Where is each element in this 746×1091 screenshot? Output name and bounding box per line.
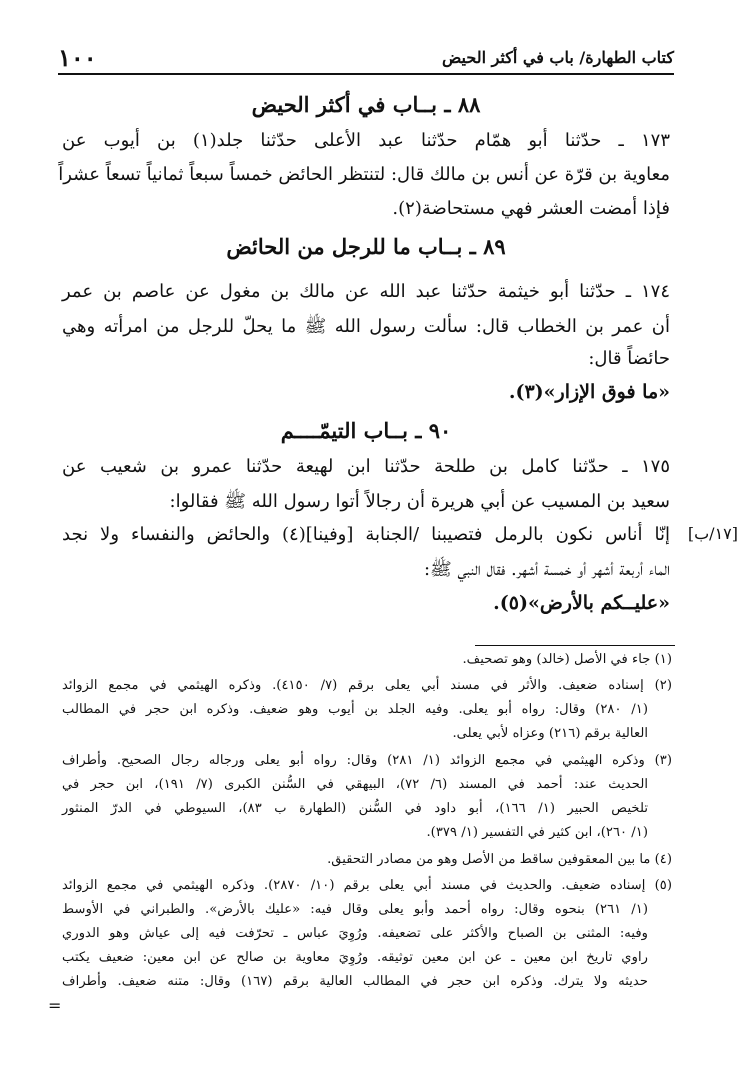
page-number: ١٠٠ xyxy=(58,42,97,72)
hadith-quote: «عليــكم بالأرض»(٥). xyxy=(493,592,670,614)
section-90-heading: ٩٠ ـ بــاب التيمّــــم xyxy=(280,418,452,443)
footnote-line: (٢) إسناده ضعيف. والأثر في مسند أبي يعلى برقم (٧/ ٤١٥٠). وذكره الهيثمي في مجمع الزوائد xyxy=(62,678,673,693)
continuation-mark: = xyxy=(48,996,62,1015)
manuscript-folio-marker: [١٧/ب] xyxy=(687,524,738,543)
footnote-line: (٥) إسناده ضعيف. والحديث في مسند أبي يعلى برقم (١٠/ ٢٨٧٠). وذكره الهيثمي في مجمع الزوائد xyxy=(62,878,672,893)
text-line: ١٧٥ ـ حدّثنا كامل بن طلحة حدّثنا ابن لهيعة حدّثنا عمرو بن شعيب عن xyxy=(62,456,670,477)
hadith-quote: «ما فوق الإزار»(٣). xyxy=(508,381,670,403)
text-line: فإذا أمضت العشر فهي مستحاضة(٢). xyxy=(392,198,670,219)
footnote-line: (١/ ٢٨٠) وقال: رواه أبو يعلى. وفيه الجلد بن أيوب وهو ضعيف. وذكره ابن حجر في المطالب xyxy=(62,702,648,717)
running-title: كتاب الطهارة/ باب في أكثر الحيض xyxy=(441,47,674,67)
footnote-rule xyxy=(475,645,675,646)
section-88-body xyxy=(58,126,670,226)
footnote-line: (٣) وذكره الهيثمي في مجمع الزوائد (١/ ٢٨١) وقال: رواه أبو يعلى ورجاله رجال الصحيح. وأطراف xyxy=(62,753,673,768)
footnote-line: العالية برقم (٢١٦) وعزاه لأبي يعلى. xyxy=(452,726,648,741)
footnote-line: حديثه ولا يترك. وذكره ابن حجر في المطالب العالية برقم (١٦٧) وقال: متنه ضعيف. وأطراف xyxy=(62,974,648,989)
footnote-line: الحديث عند: أحمد في المسند (٦/ ٧٢)، البيهقي في السُّنن الكبرى (٧/ ١٩١)، ابن حجر في xyxy=(62,777,649,792)
footnote-line: راوي تاريخ ابن معين ـ عن ابن معين توثيقه. ورُوِيَ معاوية بن صالح عن ابن معين: ضعيف يكتب xyxy=(62,950,648,965)
section-89-heading: ٨٩ ـ بــاب ما للرجل من الحائض xyxy=(226,234,506,259)
footnote-line: وفيه: المثنى بن الصباح والأكثر على تضعيفه. ورُوِيَ عباس ـ تحرّفت فيه إلى عياش وهو الدوري xyxy=(62,926,648,941)
section-88-heading: ٨٨ ـ بــاب في أكثر الحيض xyxy=(251,92,481,117)
header-rule xyxy=(58,73,674,75)
footnote-line: (١) جاء في الأصل (خالد) وهو تصحيف. xyxy=(462,652,672,667)
text-line: ١٧٤ ـ حدّثنا أبو خيثمة حدّثنا عبد الله عن مالك بن مغول عن عاصم بن عمر xyxy=(62,281,670,302)
text-line: ١٧٣ ـ حدّثنا أبو همّام حدّثنا عبد الأعلى حدّثنا جلد(١) بن أيوب عن xyxy=(62,130,670,151)
text-line: معاوية بن قرّة عن أنس بن مالك قال: لتنتظر الحائض خمساً سبعاً ثمانياً تسعاً عشراً xyxy=(58,164,670,185)
text-line: الماء أربعة أشهر أو خمسة أشهر. فقال النبي ﷺ: xyxy=(423,559,670,580)
section-90-body xyxy=(62,452,670,622)
footnote-line: تلخيص الحبير (١/ ١٦٦)، أبو داود في السُّنن (الطهارة ب ٨٣)، السيوطي في الدرّ المنثور xyxy=(62,801,648,816)
text-line: إنّا أناس نكون بالرمل فتصيبنا /الجنابة [وفينا](٤) والحائض والنفساء ولا نجد xyxy=(62,524,671,545)
page-header xyxy=(58,42,674,72)
text-line: حائضاً قال: xyxy=(588,348,670,369)
text-line: سعيد بن المسيب عن أبي هريرة أن رجالاً أتوا رسول الله ﷺ فقالوا: xyxy=(169,491,670,512)
footnote-line: (٤) ما بين المعقوفين ساقط من الأصل وهو من مصادر التحقيق. xyxy=(327,852,672,867)
footnote-line: (١/ ٢٦٠)، ابن كثير في التفسير (١/ ٣٧٩). xyxy=(426,825,648,840)
text-line: أن عمر بن الخطاب قال: سألت رسول الله ﷺ ما يحلّ للرجل من امرأته وهي xyxy=(62,316,670,337)
footnote-line: (١/ ٢٦١) بنحوه وقال: رواه أحمد وأبو يعلى وقال فيه: «عليك بالأرض». والطبراني في الأوسط xyxy=(62,902,648,917)
section-89-body xyxy=(62,268,670,404)
